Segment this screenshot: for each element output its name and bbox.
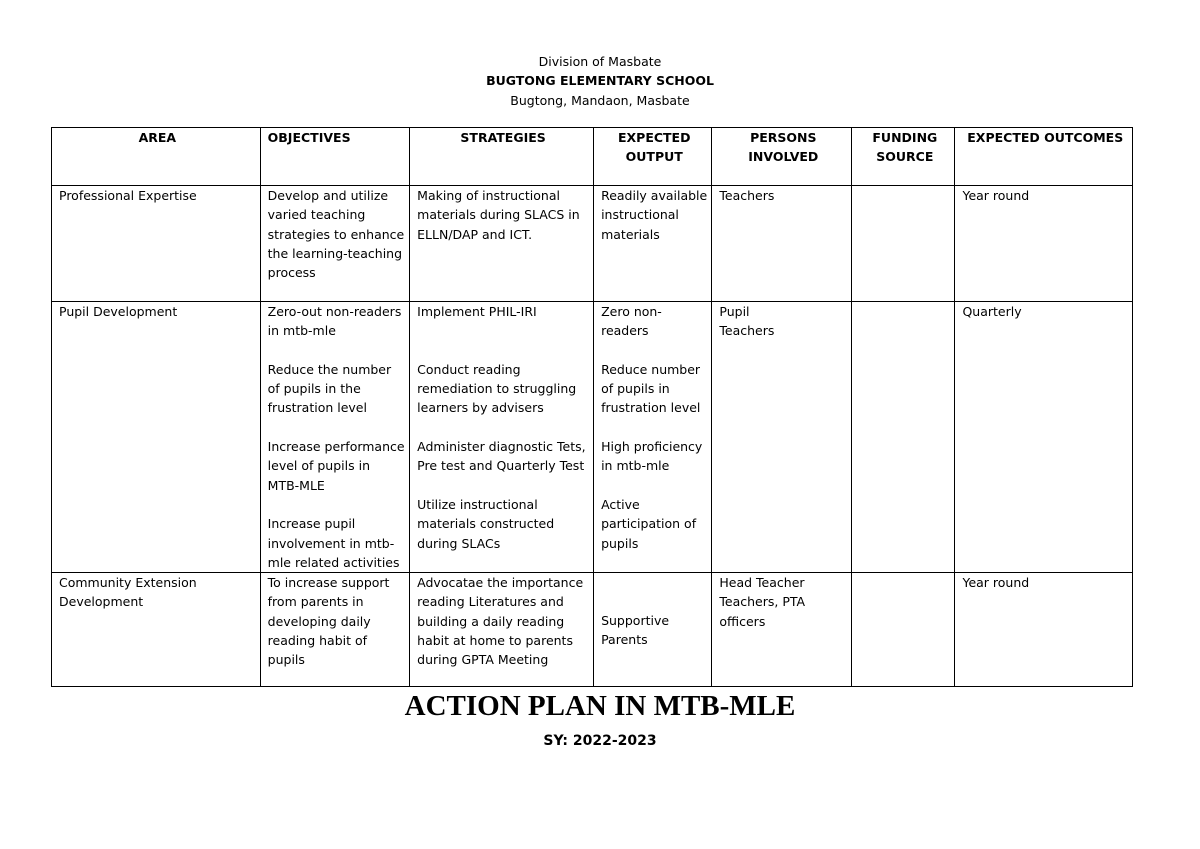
- cell-expected-output: [594, 302, 712, 573]
- person-item: Head Teacher: [719, 575, 805, 591]
- strategy-item: Implement PHIL-IRI: [417, 304, 537, 319]
- objective-item: Increase performance level of pupils in MTB-MLE: [267, 439, 405, 493]
- objective-item: To increase support from parents in developing daily reading habit of pupils: [267, 575, 390, 668]
- cell-outcomes: Quarterly: [955, 302, 1133, 573]
- person-item: Teachers, PTA officers: [719, 594, 806, 629]
- cell-area: Professional Expertise: [52, 186, 261, 302]
- table-header-row: [52, 128, 1133, 186]
- header-strategies: STRATEGIES: [410, 128, 594, 186]
- cell-area: Community Extension Development: [52, 573, 261, 687]
- table-row: [52, 573, 1133, 687]
- objective-item: Reduce the number of pupils in the frustration level: [267, 361, 392, 416]
- output-item: Zero non-readers: [601, 304, 662, 339]
- cell-objectives: [260, 186, 410, 302]
- division-line: Division of Masbate: [538, 54, 662, 69]
- action-plan-table: [51, 127, 1133, 687]
- strategy-item: Utilize instructional materials constructed during SLACs: [417, 496, 555, 551]
- table-row: [52, 302, 1133, 573]
- header-expected-output: EXPECTED OUTPUT: [594, 128, 712, 186]
- objective-item: Develop and utilize varied teaching strategies to enhance the learning-teaching process: [267, 188, 405, 281]
- cell-area: Pupil Development: [52, 302, 261, 573]
- strategy-item: Advocatae the importance reading Literatures and building a daily reading habit at home to parents during GPTA Meeting: [417, 575, 584, 668]
- header-persons-involved: PERSONS INVOLVED: [712, 128, 852, 186]
- cell-funding: [852, 186, 955, 302]
- cell-expected-output: [594, 573, 712, 687]
- strategy-item: Conduct reading remediation to struggling learners by advisers: [417, 361, 577, 416]
- person-item: Pupil: [719, 304, 750, 319]
- school-year: SY: 2022-2023: [543, 733, 657, 749]
- cell-outcomes: Year round: [955, 186, 1133, 302]
- cell-strategies: [410, 186, 594, 302]
- cell-strategies: [410, 573, 594, 687]
- cell-objectives: [260, 302, 410, 573]
- school-address: Bugtong, Mandaon, Masbate: [510, 93, 690, 108]
- strategy-item: Making of instructional materials during SLACS in ELLN/DAP and ICT.: [417, 188, 580, 242]
- header-funding-source: FUNDING SOURCE: [852, 128, 955, 186]
- header-objectives: OBJECTIVES: [260, 128, 410, 186]
- cell-outcomes: Year round: [955, 573, 1133, 687]
- person-item: Teachers: [719, 323, 775, 339]
- cell-expected-output: [594, 186, 712, 302]
- cell-funding: [852, 302, 955, 573]
- output-item: Reduce number of pupils in frustration level: [601, 361, 701, 416]
- cell-persons: Teachers: [712, 186, 852, 302]
- header-area: AREA: [52, 128, 261, 186]
- cell-strategies: [410, 302, 594, 573]
- cell-persons: [712, 573, 852, 687]
- output-item: Supportive Parents: [601, 613, 670, 648]
- output-item: Readily available instructional materials: [601, 188, 708, 242]
- cell-persons: [712, 302, 852, 573]
- cell-objectives: [260, 573, 410, 687]
- table-row: [52, 186, 1133, 302]
- document-title: ACTION PLAN IN MTB-MLE: [404, 690, 796, 722]
- cell-funding: [852, 573, 955, 687]
- objective-item: Zero-out non-readers in mtb-mle: [267, 304, 402, 339]
- strategy-item: Administer diagnostic Tets, Pre test and Quarterly Test: [417, 439, 586, 474]
- school-name: BUGTONG ELEMENTARY SCHOOL: [486, 73, 714, 88]
- output-item: Active participation of pupils: [601, 496, 697, 551]
- header-expected-outcomes: EXPECTED OUTCOMES: [955, 128, 1133, 186]
- objective-item: Increase pupil involvement in mtb-mle related activities: [267, 516, 400, 570]
- output-item: High proficiency in mtb-mle: [601, 439, 703, 474]
